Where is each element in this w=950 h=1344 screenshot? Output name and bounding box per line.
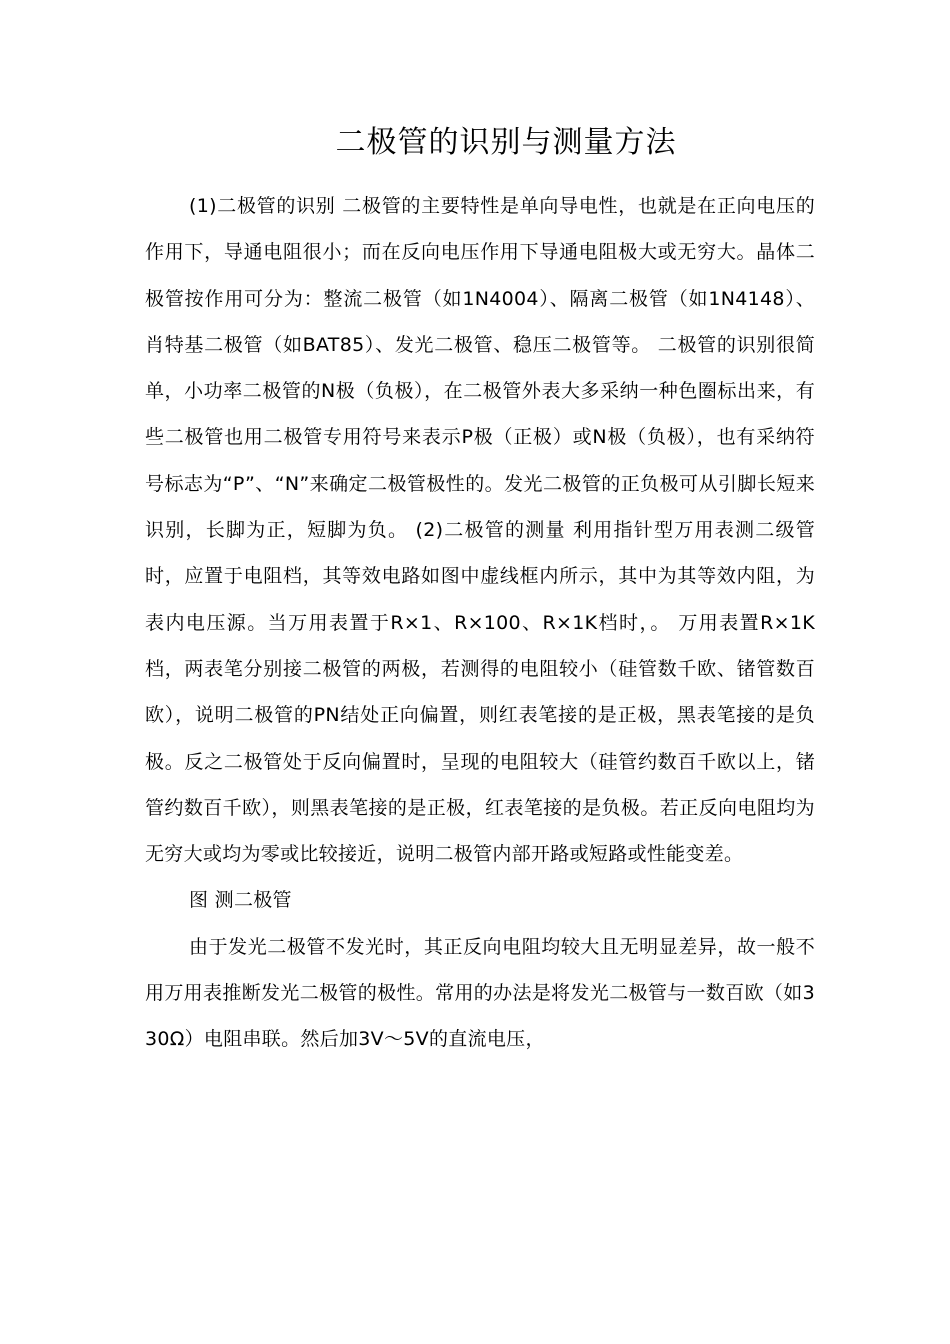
document-title: 二极管的识别与测量方法 [335, 125, 677, 160]
figure-caption: 图 测二极管 [189, 889, 292, 912]
paragraph-led-polarity: 由于发光二极管不发光时，其正反向电阻均较大且无明显差异，故一般不用万用表推断发光二极管的极性。常用的办法是将发光二极管与一数百欧（如330Ω）电阻串联。然后加3V～5V的直流电压， [145, 935, 815, 1051]
document-body [145, 183, 815, 1063]
paragraph-identification-and-measurement: (1)二极管的识别 二极管的主要特性是单向导电性，也就是在正向电压的作用下，导通电阻很小；而在反向电压作用下导通电阻极大或无穷大。晶体二极管按作用可分为：整流二极管（如1N4004）、隔离二极管（如1N4148）、肖特基二极管（如BAT85）、发光二极管、稳压二极管等。 二极管的识别很简单，小功率二极管的N极（负极），在二极管外表大多采纳一种色圈标出来，有些二极管也用二极管专用符号来表示P极（正极）或N极（负极），也有采纳符号标志为“P”、“N”来确定二极管极性的。发光二极管的正负极可从引脚长短来识别，长脚为正，短脚为负。 (2)二极管的测量 利用指针型万用表测二级管时，应置于电阻档，其等效电路如图中虚线框内所示，其中为其等效内阻，为表内电压源。当万用表置于R×1、R×100、R×1K档时，。 万用表置R×1K档，两表笔分别接二极管的两极，若测得的电阻较小（硅管数千欧、锗管数百欧），说明二极管的PN结处正向偏置，则红表笔接的是正极，黑表笔接的是负极。反之二极管处于反向偏置时，呈现的电阻较大（硅管约数百千欧以上，锗管约数百千欧），则黑表笔接的是正极，红表笔接的是负极。若正反向电阻均为无穷大或均为零或比较接近，说明二极管内部开路或短路或性能变差。 [145, 195, 815, 866]
